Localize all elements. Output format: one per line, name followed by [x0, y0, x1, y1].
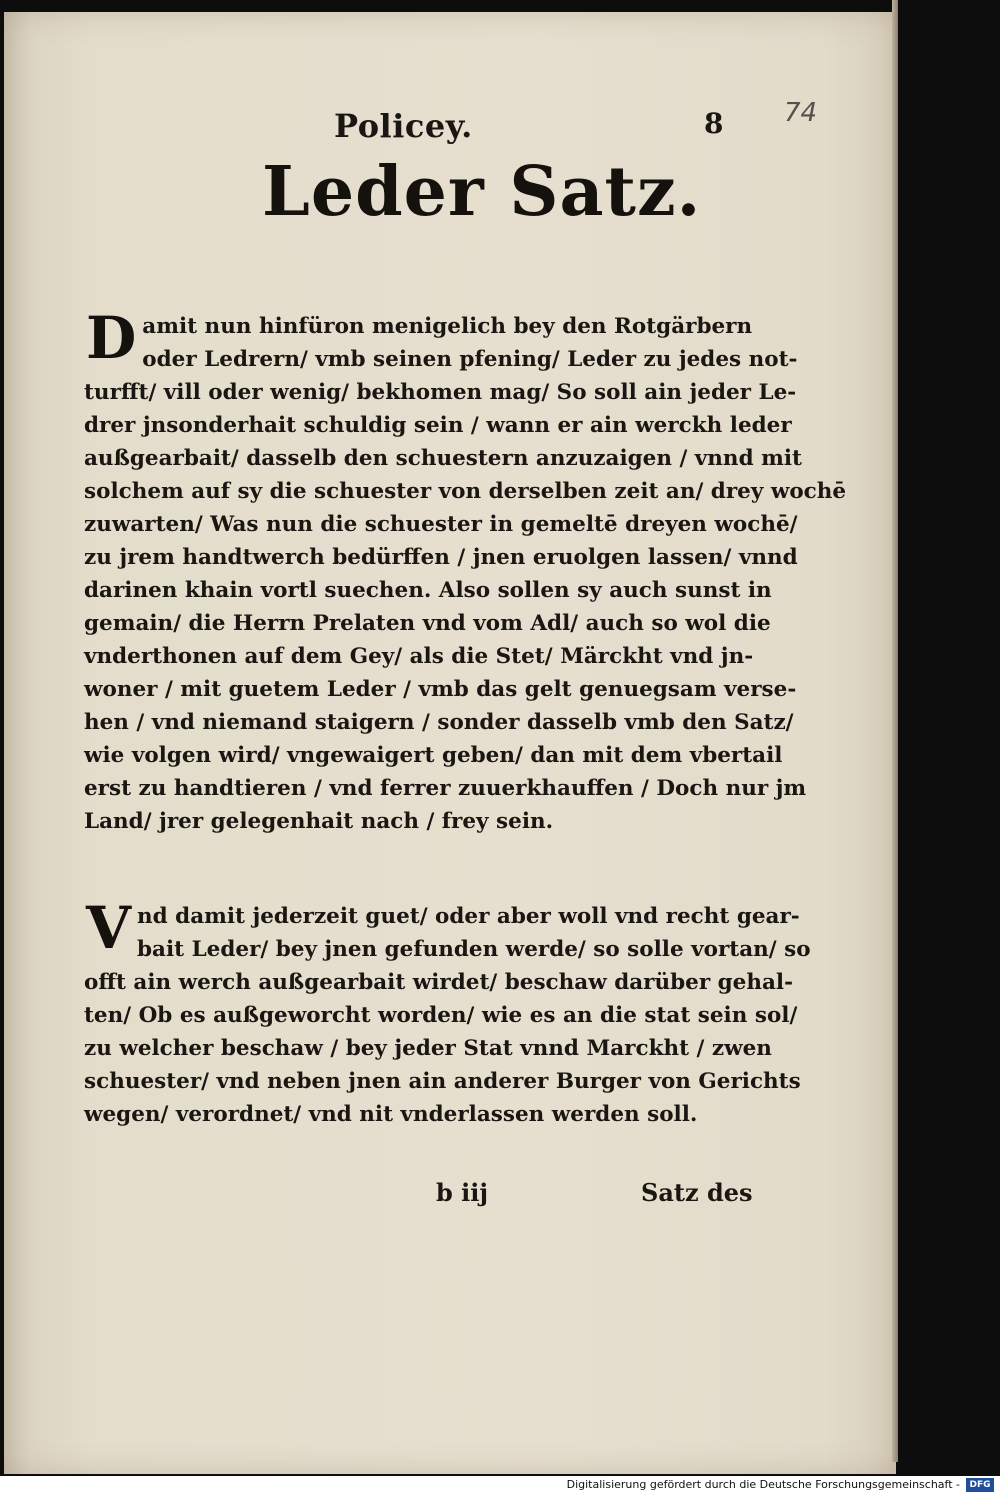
text-line: zu welcher beschaw / bey jeder Stat vnnd Marckht / zwen [84, 1036, 772, 1061]
footer-bar [0, 1476, 1000, 1495]
text-line: vnderthonen auf dem Gey/ als die Stet/ Märckht vnd jn- [84, 644, 754, 669]
book-page [4, 12, 896, 1474]
text-line: darinen khain vortl suechen. Also sollen sy auch sunst in [84, 578, 772, 603]
catchword: Satz des [641, 1178, 753, 1207]
text-line: offt ain werch außgearbait wirdet/ beschaw darüber gehal- [84, 970, 794, 995]
page-edge [892, 0, 898, 1462]
text-line: turfft/ vill oder wenig/ bekhomen mag/ So soll ain jeder Le- [84, 380, 797, 405]
text-line: woner / mit guetem Leder / vmb das gelt genuegsam verse- [84, 677, 797, 702]
text-line: zuwarten/ Was nun die schuester in gemeltē dreyen wochē/ [84, 512, 798, 537]
text-line: außgearbait/ dasselb den schuestern anzuzaigen / vnnd mit [84, 446, 802, 471]
text-line: wie volgen wird/ vngewaigert geben/ dan mit dem vbertail [84, 743, 783, 768]
running-head: Policey. [334, 107, 473, 145]
text-line: zu jrem handtwerch bedürffen / jnen eruolgen lassen/ vnnd [84, 545, 798, 570]
paragraph-1 [84, 304, 847, 838]
paragraph-2 [84, 894, 811, 1131]
text-line: gemain/ die Herrn Prelaten vnd vom Adl/ auch so wol die [84, 611, 771, 636]
text-line: schuester/ vnd neben jnen ain anderer Burger von Gerichts [84, 1069, 801, 1094]
page-title: Leder Satz. [262, 152, 702, 232]
footer-credit: Digitalisierung gefördert durch die Deutsche Forschungsgemeinschaft - [566, 1478, 960, 1491]
text-line: amit nun hinfüron menigelich bey den Rotgärbern [142, 314, 753, 339]
initial-letter: D [86, 304, 137, 372]
text-line: solchem auf sy die schuester von derselben zeit an/ drey wochē [84, 479, 847, 504]
text-line: nd damit jederzeit guet/ oder aber woll vnd recht gear- [137, 904, 800, 929]
text-line: Land/ jrer gelegenhait nach / frey sein. [84, 809, 554, 834]
text-line: ten/ Ob es außgeworcht worden/ wie es an die stat sein sol/ [84, 1003, 798, 1028]
text-line: erst zu handtieren / vnd ferrer zuuerkhauffen / Doch nur jm [84, 776, 807, 801]
text-line: wegen/ verordnet/ vnd nit vnderlassen werden soll. [84, 1102, 698, 1127]
folio-mark: 8 [704, 107, 724, 140]
signature-mark: b iij [436, 1178, 489, 1207]
handwritten-page-number: 74 [784, 98, 818, 128]
dfg-logo-icon: DFG [966, 1478, 994, 1492]
initial-letter: V [86, 894, 132, 962]
text-line: drer jnsonderhait schuldig sein / wann er ain werckh leder [84, 413, 792, 438]
text-line: bait Leder/ bey jnen gefunden werde/ so solle vortan/ so [137, 937, 811, 962]
text-line: hen / vnd niemand staigern / sonder dasselb vmb den Satz/ [84, 710, 794, 735]
text-line: oder Ledrern/ vmb seinen pfening/ Leder zu jedes not- [142, 347, 798, 372]
